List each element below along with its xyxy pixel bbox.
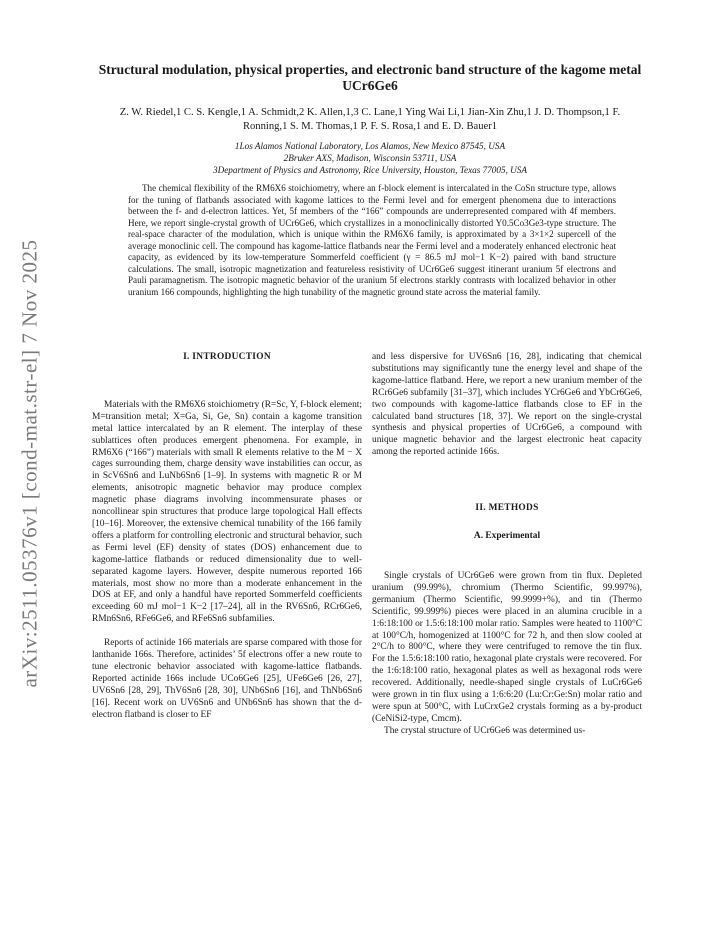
- author-list: Z. W. Riedel,1 C. S. Kengle,1 A. Schmidt,2 K. Allen,1,3 C. Lane,1 Ying Wai Li,1 Jian-Xin Zhu,1 J. D. Thompson,1 F. Ronning,1 S. M. Thomas,1 P. F. S. Rosa,1 and E. D. Bauer1: [119, 107, 621, 132]
- subsection-heading-experimental: A. Experimental: [473, 531, 541, 542]
- section-heading-introduction: I. INTRODUCTION: [183, 352, 271, 362]
- arxiv-identifier: [12, 228, 48, 698]
- methods-paragraph-2: The crystal structure of UCr6Ge6 was determined us-: [384, 725, 586, 736]
- intro-paragraph-2-continued: and less dispersive for UV6Sn6 [16, 28], indicating that chemical substitutions may significantly tune the energy level and shape of the kagome-lattice flatband. Here, we report a new uranium member of the RCr6Ge6 subfamily [31–37], which includes YCr6Ge6 and YbCr6Ge6, two compounds with kagome-lattice flatbands close to EF in the calculated band structures [18, 37]. We report on the single-crystal synthesis and physical properties of UCr6Ge6, a compound with unique magnetic behavior and the largest electronic heat capacity among the reported actinide 166s.: [372, 352, 642, 458]
- right-column: [372, 352, 642, 738]
- left-column: [92, 352, 362, 721]
- section-heading-methods: II. METHODS: [475, 503, 539, 514]
- affiliation-3: 3Department of Physics and Astronomy, Rice University, Houston, Texas 77005, USA: [212, 165, 528, 175]
- affiliation-2: 2Bruker AXS, Madison, Wisconsin 53711, USA: [283, 153, 457, 163]
- affiliation-1: 1Los Alamos National Laboratory, Los Alamos, New Mexico 87545, USA: [234, 141, 506, 151]
- arxiv-identifier-text: arXiv:2511.05376v1 [cond-mat.str-el] 7 Nov 2025: [17, 238, 42, 688]
- paper-title: Structural modulation, physical properties, and electronic band structure of the kagome metal UCr6Ge6: [98, 62, 642, 93]
- intro-paragraph-1: Materials with the RM6X6 stoichiometry (R=Sc, Y, f-block element; M=transition metal; X=Ga, Si, Ge, Sn) contain a kagome transition metal lattice intercalated by an R element. The interplay of these sublattices often produces emergent phenomena. For example, in RM6X6 (“166”) materials with small R elements relative to the M − X cages surrounding them, charge density wave instabilities can occur, as in ScV6Sn6 and LuNb6Sn6 [1–9]. In systems with magnetic R or M elements, anisotropic magnetic behavior may produce complex magnetic phase diagrams involving incommensurate phases or noncollinear spin structures that produce large topological Hall effects [10–16]. Moreover, the extensive chemical tunability of the 166 family offers a platform for controlling electronic and structural behavior, such as Fermi level (EF) density of states (DOS) enhancement due to kagome-lattice flatbands or reduced dimensionality due to well-separated kagome layers. However, despite numerous reported 166 materials, most show no more than a moderate enhancement in the DOS at EF, and only a handful have reported Sommerfeld coefficients exceeding 60 mJ mol−1 K−2 [17–24], all in the RV6Sn6, RCr6Ge6, RMn6Sn6, RFe6Ge6, and RFe6Sn6 subfamilies.: [92, 399, 362, 625]
- abstract: The chemical flexibility of the RM6X6 stoichiometry, where an f-block element is intercalated in the CoSn structure type, allows for the tuning of flatbands associated with kagome lattices to the Fermi level and for emergent phenomena due to interactions between the f- and d-electron lattices. Yet, 5f members of the “166” compounds are underrepresented compared with 4f members. Here, we report single-crystal growth of UCr6Ge6, which crystallizes in a monoclinically distorted Y0.5Co3Ge3-type structure. The real-space character of the modulation, which is unique within the RM6X6 family, is approximated by a 3×1×2 supercell of the average monoclinic cell. The compound has kagome-lattice flatbands near the Fermi level and a moderately enhanced electronic heat capacity, as evidenced by its low-temperature Sommerfeld coefficient (γ = 86.5 mJ mol−1 K−2) paired with band structure calculations. The small, isotropic magnetization and featureless resistivity of UCr6Ge6 suggest itinerant uranium 5f electrons and Pauli paramagnetism. The isotropic magnetic behavior of the uranium 5f electrons starkly contrasts with localized behavior in other uranium 166 compounds, highlighting the high tunability of the magnetic ground state across the material family.: [128, 183, 616, 297]
- intro-paragraph-2: Reports of actinide 166 materials are sparse compared with those for lanthanide 166s. Therefore, actinides’ 5f electrons offer a new route to tune electronic behavior associated with kagome-lattice flatbands. Reported actinide 166s include UCo6Ge6 [25], UFe6Ge6 [26, 27], UV6Sn6 [28, 29], ThV6Sn6 [28, 30], UNb6Sn6 [16], and ThNb6Sn6 [16]. Recent work on UV6Sn6 and UNb6Sn6 has shown that the d-electron flatband is closer to EF: [92, 638, 362, 720]
- methods-paragraph-1: Single crystals of UCr6Ge6 were grown from tin flux. Depleted uranium (99.99%), chromium (Thermo Scientific, 99.997%), germanium (Thermo Scientific, 99.9999+%), and tin (Thermo Scientific, 99.999%) pieces were placed in an alumina crucible in a 1:6:18:100 or 1.5:6:18:100 molar ratio. Samples were heated to 1100°C at 100°C/h, homogenized at 1100°C for 72 h, and then slow cooled at 2°C/h to 800°C, where they were centrifuged to remove the tin flux. For the 1.5:6:18:100 ratio, hexagonal plate crystals were recovered. For the 1:6:18:100 ratio, hexagonal plates as well as hexagonal rods were recovered. Additionally, needle-shaped single crystals of LuCr6Ge6 were grown in tin flux using a 1:6:6:20 (Lu:Cr:Ge:Sn) molar ratio and were spun at 500°C, with LuCrxGe2 crystals forming as a by-product (CeNiSi2-type, Cmcm).: [372, 570, 642, 724]
- affiliations: [100, 140, 640, 176]
